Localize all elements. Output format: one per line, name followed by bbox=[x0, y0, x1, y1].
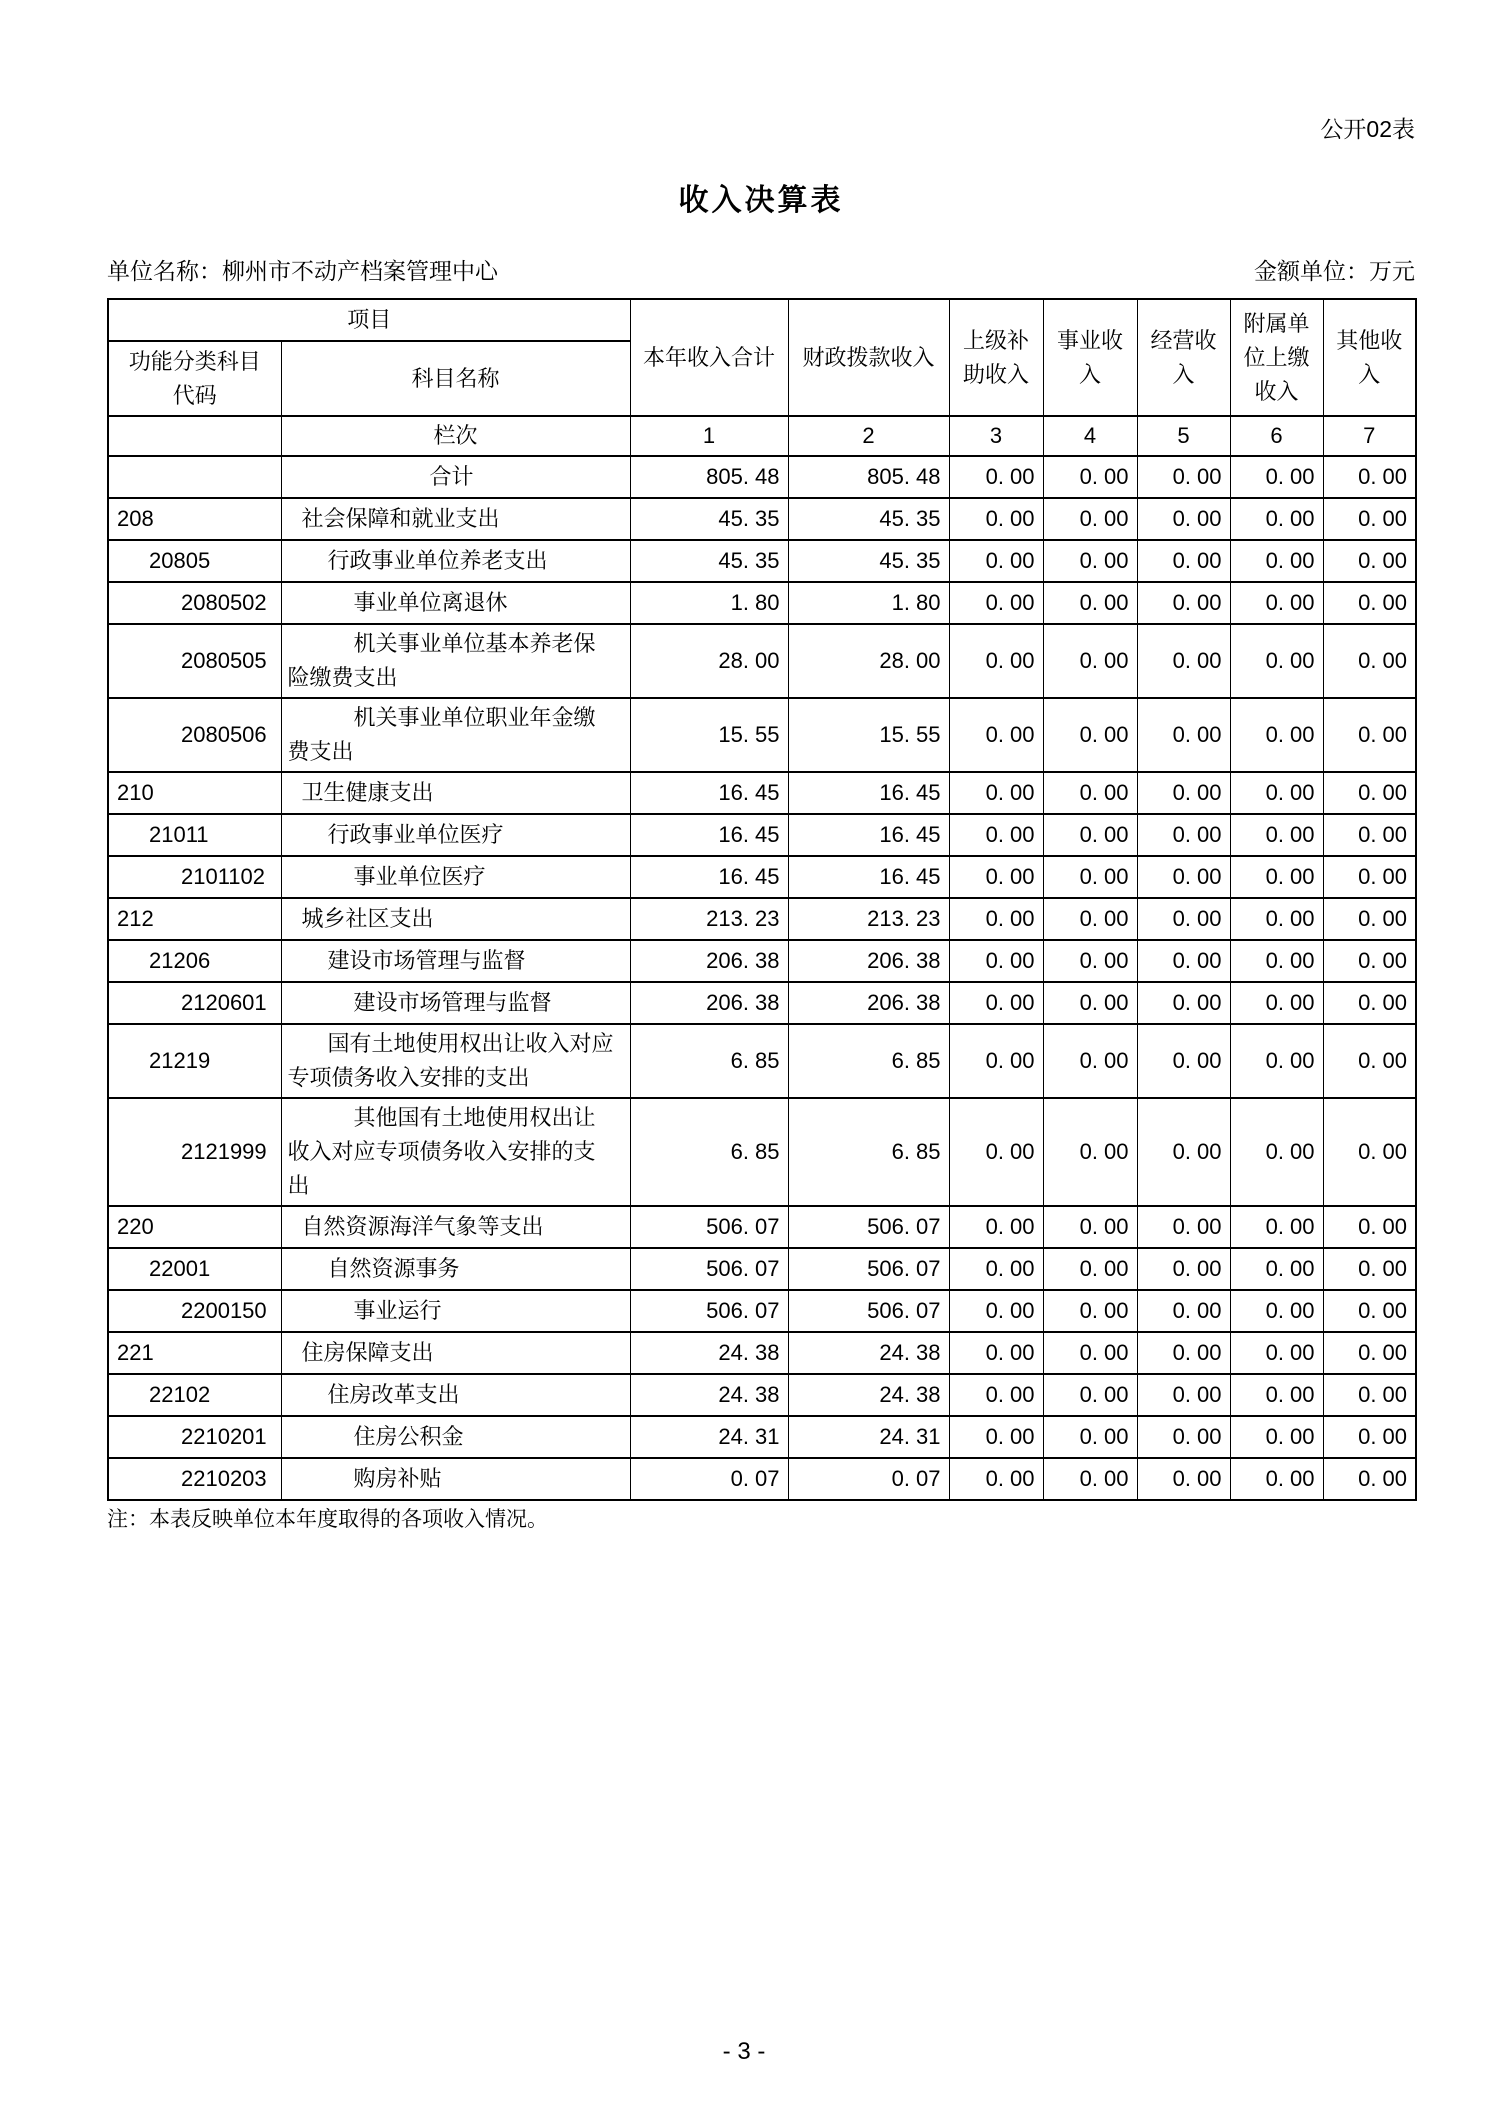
row-name-cell: 社会保障和就业支出 bbox=[281, 498, 630, 540]
row-value-cell: 206. 38 bbox=[630, 940, 788, 982]
row-value-cell: 0. 00 bbox=[1043, 1374, 1137, 1416]
row-value-cell: 0. 00 bbox=[1137, 582, 1230, 624]
amount-unit-label: 金额单位：万元 bbox=[1254, 258, 1415, 284]
row-value-cell: 0. 00 bbox=[949, 1290, 1043, 1332]
row-value-cell: 0. 00 bbox=[1230, 1024, 1323, 1098]
table-row bbox=[108, 1098, 1416, 1206]
meta-line bbox=[107, 256, 1415, 286]
row-value-cell: 506. 07 bbox=[630, 1206, 788, 1248]
row-value-cell: 0. 00 bbox=[1043, 582, 1137, 624]
row-name-cell: 住房改革支出 bbox=[281, 1374, 630, 1416]
row-name-cell: 其他国有土地使用权出让收入对应专项债务收入安排的支出 bbox=[281, 1098, 630, 1206]
row-name-cell: 卫生健康支出 bbox=[281, 772, 630, 814]
table-note: 注：本表反映单位本年度取得的各项收入情况。 bbox=[107, 1508, 548, 1531]
table-row bbox=[108, 540, 1416, 582]
row-value-cell: 0. 00 bbox=[1230, 1248, 1323, 1290]
table-row bbox=[108, 814, 1416, 856]
row-value-cell: 0. 00 bbox=[1137, 856, 1230, 898]
row-value-cell: 0. 00 bbox=[1230, 1098, 1323, 1206]
table-row bbox=[108, 982, 1416, 1024]
row-value-cell: 0. 00 bbox=[1230, 898, 1323, 940]
lanci-empty-cell bbox=[108, 416, 281, 456]
row-value-cell: 45. 35 bbox=[788, 540, 949, 582]
row-value-cell: 1. 80 bbox=[788, 582, 949, 624]
row-value-cell: 0. 00 bbox=[949, 498, 1043, 540]
row-name-cell: 机关事业单位基本养老保险缴费支出 bbox=[281, 624, 630, 698]
row-value-cell: 0. 00 bbox=[1323, 1416, 1416, 1458]
row-value-cell: 0. 00 bbox=[1230, 1290, 1323, 1332]
row-value-cell: 0. 00 bbox=[1230, 1374, 1323, 1416]
header-row-project bbox=[108, 299, 1416, 341]
row-value-cell: 45. 35 bbox=[630, 540, 788, 582]
row-value-cell: 24. 38 bbox=[630, 1374, 788, 1416]
lanci-number-cell: 6 bbox=[1230, 416, 1323, 456]
row-value-cell: 0. 00 bbox=[1323, 856, 1416, 898]
lanci-number-cell: 3 bbox=[949, 416, 1043, 456]
row-value-cell: 0. 00 bbox=[1230, 1206, 1323, 1248]
row-value-cell: 0. 00 bbox=[1137, 772, 1230, 814]
row-value-cell: 0. 00 bbox=[1323, 1206, 1416, 1248]
row-value-cell: 0. 00 bbox=[1043, 1098, 1137, 1206]
lanci-label-cell: 栏次 bbox=[281, 416, 630, 456]
row-code-cell: 2080502 bbox=[108, 582, 281, 624]
row-code-cell: 2120601 bbox=[108, 982, 281, 1024]
table-row bbox=[108, 582, 1416, 624]
row-value-cell: 0. 00 bbox=[949, 582, 1043, 624]
row-value-cell: 0. 00 bbox=[1137, 540, 1230, 582]
row-value-cell: 16. 45 bbox=[630, 814, 788, 856]
row-value-cell: 0. 00 bbox=[1043, 772, 1137, 814]
row-value-cell: 28. 00 bbox=[788, 624, 949, 698]
row-value-cell: 0. 00 bbox=[1323, 982, 1416, 1024]
row-value-cell: 0. 00 bbox=[1230, 1416, 1323, 1458]
row-code-cell: 2121999 bbox=[108, 1098, 281, 1206]
table-row bbox=[108, 940, 1416, 982]
row-value-cell: 0. 00 bbox=[1323, 1024, 1416, 1098]
row-value-cell: 16. 45 bbox=[630, 772, 788, 814]
row-value-cell: 0. 00 bbox=[949, 540, 1043, 582]
row-value-cell: 0. 00 bbox=[949, 456, 1043, 498]
row-value-cell: 24. 38 bbox=[788, 1332, 949, 1374]
row-value-cell: 16. 45 bbox=[788, 772, 949, 814]
form-code-label: 公开02表 bbox=[1320, 116, 1415, 142]
row-value-cell: 0. 00 bbox=[1043, 814, 1137, 856]
row-value-cell: 0. 00 bbox=[949, 940, 1043, 982]
table-row bbox=[108, 1248, 1416, 1290]
lanci-number-cell: 7 bbox=[1323, 416, 1416, 456]
row-code-cell: 22001 bbox=[108, 1248, 281, 1290]
table-row bbox=[108, 856, 1416, 898]
row-value-cell: 0. 00 bbox=[949, 1332, 1043, 1374]
row-value-cell: 16. 45 bbox=[788, 814, 949, 856]
row-value-cell: 28. 00 bbox=[630, 624, 788, 698]
table-row bbox=[108, 1290, 1416, 1332]
row-value-cell: 0. 00 bbox=[1323, 456, 1416, 498]
row-value-cell: 0. 00 bbox=[1043, 1458, 1137, 1500]
row-code-cell: 2210201 bbox=[108, 1416, 281, 1458]
row-value-cell: 0. 00 bbox=[1323, 1248, 1416, 1290]
row-value-cell: 0. 00 bbox=[1323, 772, 1416, 814]
row-value-cell: 506. 07 bbox=[630, 1248, 788, 1290]
page-number: - 3 - bbox=[722, 2038, 766, 2065]
row-value-cell: 0. 00 bbox=[1230, 772, 1323, 814]
row-value-cell: 0. 00 bbox=[1137, 1332, 1230, 1374]
row-code-cell: 2080505 bbox=[108, 624, 281, 698]
row-code-cell: 21011 bbox=[108, 814, 281, 856]
row-code-cell: 20805 bbox=[108, 540, 281, 582]
row-value-cell: 0. 00 bbox=[1043, 940, 1137, 982]
row-name-cell: 事业运行 bbox=[281, 1290, 630, 1332]
table-row bbox=[108, 772, 1416, 814]
row-value-cell: 0. 00 bbox=[1043, 540, 1137, 582]
row-value-cell: 0. 00 bbox=[949, 982, 1043, 1024]
row-name-cell: 自然资源事务 bbox=[281, 1248, 630, 1290]
row-value-cell: 0. 00 bbox=[1137, 698, 1230, 772]
row-name-cell: 合计 bbox=[281, 456, 630, 498]
table-row bbox=[108, 624, 1416, 698]
row-value-cell: 0. 00 bbox=[1230, 940, 1323, 982]
row-value-cell: 0. 00 bbox=[1137, 1416, 1230, 1458]
row-value-cell: 0. 00 bbox=[1230, 498, 1323, 540]
row-value-cell: 24. 38 bbox=[630, 1332, 788, 1374]
row-code-cell: 2101102 bbox=[108, 856, 281, 898]
row-code-cell: 21219 bbox=[108, 1024, 281, 1098]
unit-name-label: 单位名称：柳州市不动产档案管理中心 bbox=[107, 258, 498, 284]
row-value-cell: 206. 38 bbox=[788, 940, 949, 982]
row-name-cell: 建设市场管理与监督 bbox=[281, 940, 630, 982]
row-value-cell: 506. 07 bbox=[788, 1248, 949, 1290]
row-value-cell: 0. 00 bbox=[949, 1206, 1043, 1248]
row-value-cell: 0. 00 bbox=[1230, 1458, 1323, 1500]
row-value-cell: 0. 00 bbox=[1323, 1332, 1416, 1374]
row-value-cell: 0. 00 bbox=[1043, 1248, 1137, 1290]
row-name-cell: 行政事业单位养老支出 bbox=[281, 540, 630, 582]
row-value-cell: 0. 00 bbox=[1043, 1332, 1137, 1374]
row-value-cell: 506. 07 bbox=[788, 1290, 949, 1332]
row-value-cell: 805. 48 bbox=[630, 456, 788, 498]
row-value-cell: 0. 00 bbox=[949, 624, 1043, 698]
row-code-cell: 210 bbox=[108, 772, 281, 814]
row-value-cell: 0. 00 bbox=[1137, 1098, 1230, 1206]
row-value-cell: 0. 00 bbox=[1230, 982, 1323, 1024]
row-value-cell: 6. 85 bbox=[630, 1024, 788, 1098]
column-header-other: 其他收入 bbox=[1323, 299, 1416, 416]
column-header-fiscal: 财政拨款收入 bbox=[788, 299, 949, 416]
row-value-cell: 0. 00 bbox=[1230, 540, 1323, 582]
row-value-cell: 24. 38 bbox=[788, 1374, 949, 1416]
row-value-cell: 6. 85 bbox=[630, 1098, 788, 1206]
row-value-cell: 0. 00 bbox=[1323, 1098, 1416, 1206]
row-value-cell: 0. 00 bbox=[1137, 456, 1230, 498]
row-value-cell: 0. 00 bbox=[949, 1416, 1043, 1458]
row-value-cell: 0. 00 bbox=[1137, 1458, 1230, 1500]
row-value-cell: 15. 55 bbox=[630, 698, 788, 772]
table-row bbox=[108, 1332, 1416, 1374]
column-header-business: 事业收入 bbox=[1043, 299, 1137, 416]
row-name-cell: 机关事业单位职业年金缴费支出 bbox=[281, 698, 630, 772]
table-row bbox=[108, 456, 1416, 498]
row-value-cell: 0. 00 bbox=[949, 898, 1043, 940]
lanci-number-cell: 5 bbox=[1137, 416, 1230, 456]
lanci-number-cell: 4 bbox=[1043, 416, 1137, 456]
row-value-cell: 0. 00 bbox=[949, 1458, 1043, 1500]
row-value-cell: 0. 00 bbox=[1323, 1458, 1416, 1500]
row-value-cell: 0. 00 bbox=[1323, 582, 1416, 624]
row-value-cell: 0. 00 bbox=[1137, 1290, 1230, 1332]
table-row bbox=[108, 1458, 1416, 1500]
row-name-cell: 行政事业单位医疗 bbox=[281, 814, 630, 856]
row-value-cell: 0. 00 bbox=[1323, 540, 1416, 582]
table-body bbox=[108, 456, 1416, 1500]
row-code-cell: 221 bbox=[108, 1332, 281, 1374]
row-value-cell: 206. 38 bbox=[788, 982, 949, 1024]
row-value-cell: 0. 00 bbox=[1043, 1290, 1137, 1332]
row-value-cell: 213. 23 bbox=[630, 898, 788, 940]
row-name-cell: 建设市场管理与监督 bbox=[281, 982, 630, 1024]
row-name-cell: 国有土地使用权出让收入对应专项债务收入安排的支出 bbox=[281, 1024, 630, 1098]
row-value-cell: 0. 00 bbox=[1043, 856, 1137, 898]
row-value-cell: 0. 00 bbox=[949, 1098, 1043, 1206]
row-code-cell: 22102 bbox=[108, 1374, 281, 1416]
row-value-cell: 0. 00 bbox=[1137, 1248, 1230, 1290]
row-value-cell: 0. 00 bbox=[1230, 1332, 1323, 1374]
row-value-cell: 0. 00 bbox=[1043, 498, 1137, 540]
row-value-cell: 0. 07 bbox=[788, 1458, 949, 1500]
table-row bbox=[108, 898, 1416, 940]
row-value-cell: 0. 00 bbox=[1043, 624, 1137, 698]
row-value-cell: 1. 80 bbox=[630, 582, 788, 624]
row-value-cell: 45. 35 bbox=[788, 498, 949, 540]
lanci-row bbox=[108, 416, 1416, 456]
column-header-total: 本年收入合计 bbox=[630, 299, 788, 416]
row-value-cell: 24. 31 bbox=[630, 1416, 788, 1458]
row-value-cell: 0. 00 bbox=[949, 856, 1043, 898]
row-value-cell: 24. 31 bbox=[788, 1416, 949, 1458]
row-name-cell: 住房公积金 bbox=[281, 1416, 630, 1458]
row-value-cell: 0. 07 bbox=[630, 1458, 788, 1500]
row-value-cell: 0. 00 bbox=[1230, 456, 1323, 498]
row-code-cell: 21206 bbox=[108, 940, 281, 982]
row-value-cell: 16. 45 bbox=[788, 856, 949, 898]
row-value-cell: 0. 00 bbox=[1323, 898, 1416, 940]
row-value-cell: 6. 85 bbox=[788, 1098, 949, 1206]
revenue-table bbox=[107, 298, 1417, 1501]
row-value-cell: 0. 00 bbox=[1323, 698, 1416, 772]
column-header-superior-subsidy: 上级补助收入 bbox=[949, 299, 1043, 416]
row-value-cell: 0. 00 bbox=[949, 814, 1043, 856]
subject-name-header-cell: 科目名称 bbox=[281, 341, 630, 416]
row-value-cell: 0. 00 bbox=[1137, 624, 1230, 698]
table-row bbox=[108, 1206, 1416, 1248]
code-header-cell: 功能分类科目代码 bbox=[108, 341, 281, 416]
row-code-cell bbox=[108, 456, 281, 498]
row-name-cell: 城乡社区支出 bbox=[281, 898, 630, 940]
row-value-cell: 0. 00 bbox=[949, 698, 1043, 772]
row-value-cell: 0. 00 bbox=[1323, 814, 1416, 856]
row-code-cell: 220 bbox=[108, 1206, 281, 1248]
row-value-cell: 0. 00 bbox=[1043, 698, 1137, 772]
row-value-cell: 0. 00 bbox=[1137, 982, 1230, 1024]
lanci-number-cell: 1 bbox=[630, 416, 788, 456]
row-value-cell: 206. 38 bbox=[630, 982, 788, 1024]
row-value-cell: 0. 00 bbox=[1137, 814, 1230, 856]
row-code-cell: 208 bbox=[108, 498, 281, 540]
row-name-cell: 事业单位离退休 bbox=[281, 582, 630, 624]
row-code-cell: 2210203 bbox=[108, 1458, 281, 1500]
row-value-cell: 0. 00 bbox=[1043, 982, 1137, 1024]
row-value-cell: 0. 00 bbox=[1323, 624, 1416, 698]
row-value-cell: 0. 00 bbox=[949, 1374, 1043, 1416]
row-value-cell: 0. 00 bbox=[1043, 456, 1137, 498]
row-name-cell: 住房保障支出 bbox=[281, 1332, 630, 1374]
row-value-cell: 0. 00 bbox=[1323, 940, 1416, 982]
row-code-cell: 2080506 bbox=[108, 698, 281, 772]
row-value-cell: 0. 00 bbox=[1137, 1024, 1230, 1098]
row-value-cell: 0. 00 bbox=[1137, 1206, 1230, 1248]
row-value-cell: 45. 35 bbox=[630, 498, 788, 540]
column-header-affiliated: 附属单位上缴收入 bbox=[1230, 299, 1323, 416]
column-header-operating: 经营收入 bbox=[1137, 299, 1230, 416]
row-value-cell: 16. 45 bbox=[630, 856, 788, 898]
table-header bbox=[108, 299, 1416, 456]
row-name-cell: 事业单位医疗 bbox=[281, 856, 630, 898]
project-header-cell: 项目 bbox=[108, 299, 630, 341]
row-value-cell: 0. 00 bbox=[1137, 898, 1230, 940]
row-value-cell: 0. 00 bbox=[1137, 1374, 1230, 1416]
page-title: 收入决算表 bbox=[678, 184, 844, 217]
row-value-cell: 0. 00 bbox=[1137, 498, 1230, 540]
row-value-cell: 506. 07 bbox=[788, 1206, 949, 1248]
row-value-cell: 506. 07 bbox=[630, 1290, 788, 1332]
row-value-cell: 0. 00 bbox=[949, 1024, 1043, 1098]
table-row bbox=[108, 1416, 1416, 1458]
table-row bbox=[108, 698, 1416, 772]
row-value-cell: 0. 00 bbox=[1043, 1416, 1137, 1458]
row-value-cell: 0. 00 bbox=[1137, 940, 1230, 982]
row-name-cell: 自然资源海洋气象等支出 bbox=[281, 1206, 630, 1248]
row-value-cell: 0. 00 bbox=[949, 772, 1043, 814]
row-value-cell: 0. 00 bbox=[1230, 856, 1323, 898]
row-name-cell: 购房补贴 bbox=[281, 1458, 630, 1500]
table-row bbox=[108, 1374, 1416, 1416]
row-value-cell: 0. 00 bbox=[1230, 814, 1323, 856]
row-value-cell: 15. 55 bbox=[788, 698, 949, 772]
row-value-cell: 0. 00 bbox=[1230, 582, 1323, 624]
row-value-cell: 0. 00 bbox=[1230, 624, 1323, 698]
row-value-cell: 6. 85 bbox=[788, 1024, 949, 1098]
row-code-cell: 212 bbox=[108, 898, 281, 940]
row-value-cell: 0. 00 bbox=[1230, 698, 1323, 772]
row-value-cell: 0. 00 bbox=[1323, 1290, 1416, 1332]
row-value-cell: 0. 00 bbox=[1043, 1206, 1137, 1248]
table-row bbox=[108, 498, 1416, 540]
row-value-cell: 0. 00 bbox=[1043, 898, 1137, 940]
row-value-cell: 0. 00 bbox=[949, 1248, 1043, 1290]
row-code-cell: 2200150 bbox=[108, 1290, 281, 1332]
row-value-cell: 213. 23 bbox=[788, 898, 949, 940]
row-value-cell: 805. 48 bbox=[788, 456, 949, 498]
lanci-number-cell: 2 bbox=[788, 416, 949, 456]
row-value-cell: 0. 00 bbox=[1323, 498, 1416, 540]
row-value-cell: 0. 00 bbox=[1323, 1374, 1416, 1416]
table-row bbox=[108, 1024, 1416, 1098]
row-value-cell: 0. 00 bbox=[1043, 1024, 1137, 1098]
